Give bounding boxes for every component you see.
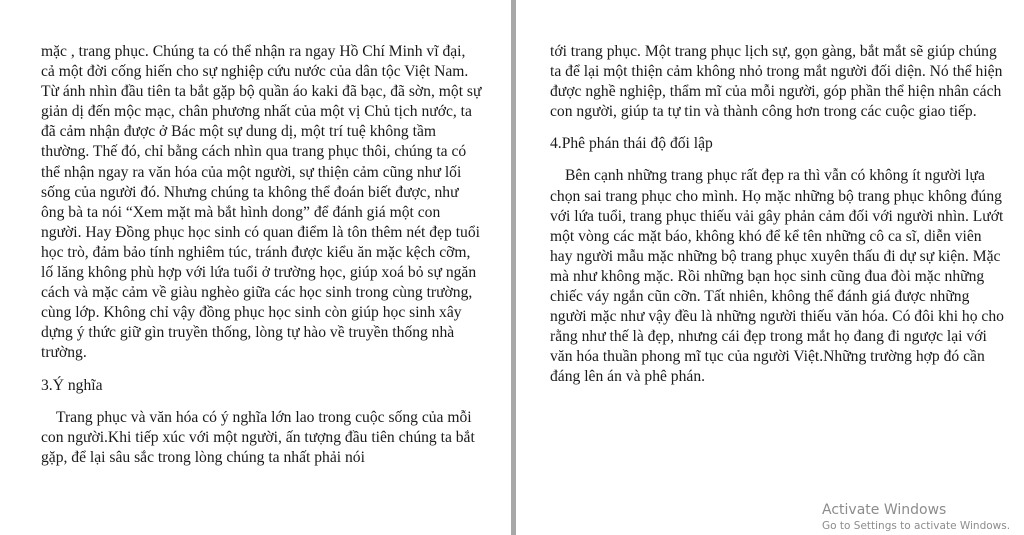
paragraph-body: Bên cạnh những trang phục rất đẹp ra thì vẫn có không ít người lựa chọn sai trang phục cho mình. Họ mặc những bộ trang phục không đúng với lứa tuổi, trang phục thiếu vải gây phản cảm đối với người nhìn. Lướt một vòng các mặt báo, không khó để kể tên những cô ca sĩ, diễn viên hay người mẫu mặc những bộ trang phục xuyên thấu đi dự sự kiện. Mặc mà như không mặc. Rồi những bạn học sinh cũng đua đòi mặc những chiếc váy ngắn cũn cỡn. Tất nhiên, không thể đánh giá được những người mặc như vậy đều là những người thiếu văn hóa. Có đôi khi họ cho rằng như thế là đẹp, nhưng cái đẹp trong mắt họ đang đi ngược lại với văn hóa thuần phong mĩ tục của người Việt.Những trường hợp đó cần đáng lên án và phê phán. [550,167,1004,386]
paragraph-body: mặc , trang phục. Chúng ta có thể nhận ra ngay Hồ Chí Minh vĩ đại, cả một đời cống hiến cho sự nghiệp cứu nước của dân tộc Việt Nam. Từ ánh nhìn đầu tiên ta bắt gặp bộ quần áo kaki đã bạc, đã sờn, một sự giản dị đến mộc mạc, chân phương nhất của một vị Chủ tịch nước, ta đã cảm nhận được ở Bác một sự dung dị, một trí tuệ không tầm thường. Thế đó, chỉ bằng cách nhìn qua trang phục thôi, chúng ta có thể nhận ngay ra văn hóa của một người, sự thiện cảm cũng như lối sống của người đó. Nhưng chúng ta không thể đoán biết được, như ông bà ta nói “Xem mặt mà bắt hình dong” để đánh giá một con người. Hay Đồng phục học sinh có quan điểm là tôn thêm nét đẹp tuổi học trò, đảm bảo tính nghiêm túc, tránh được kiểu ăn mặc kệch cỡm, lố lăng không phù hợp với lứa tuổi ở trường học, giúp xoá bỏ sự ngăn cách và mặc cảm về giàu nghèo giữa các học sinh trong cùng trường, cùng lớp. Không chỉ vậy đồng phục học sinh còn giúp học sinh xây dựng ý thức giữ gìn truyền thống, lòng tự hào về truyền thống nhà trường. [41,43,482,362]
section-heading-criticism: 4.Phê phán thái độ đối lập [550,135,713,153]
paragraph-body: tới trang phục. Một trang phục lịch sự, gọn gàng, bắt mắt sẽ giúp chúng ta để lại một thiện cảm không nhỏ trong mắt người đối diện. Nó thể hiện được nghề nghiệp, thẩm mĩ của mỗi người, góp phần thể hiện nhân cách con người, giúp ta tự tin và thành công hơn trong các cuộc giao tiếp. [550,43,1003,121]
section-heading-meaning: 3.Ý nghĩa [41,376,103,394]
document-page-left [0,0,511,535]
document-page-right [516,0,1024,535]
activate-windows-watermark [822,501,1010,533]
paragraph-body: Trang phục và văn hóa có ý nghĩa lớn lao trong cuộc sống của mỗi con người.Khi tiếp xúc với một người, ấn tượng đầu tiên chúng ta bắt gặp, để lại sâu sắc trong lòng chúng ta nhất phải nói [41,408,475,466]
watermark-subtitle: Go to Settings to activate Windows. [822,520,1011,532]
watermark-title: Activate Windows [822,502,947,518]
